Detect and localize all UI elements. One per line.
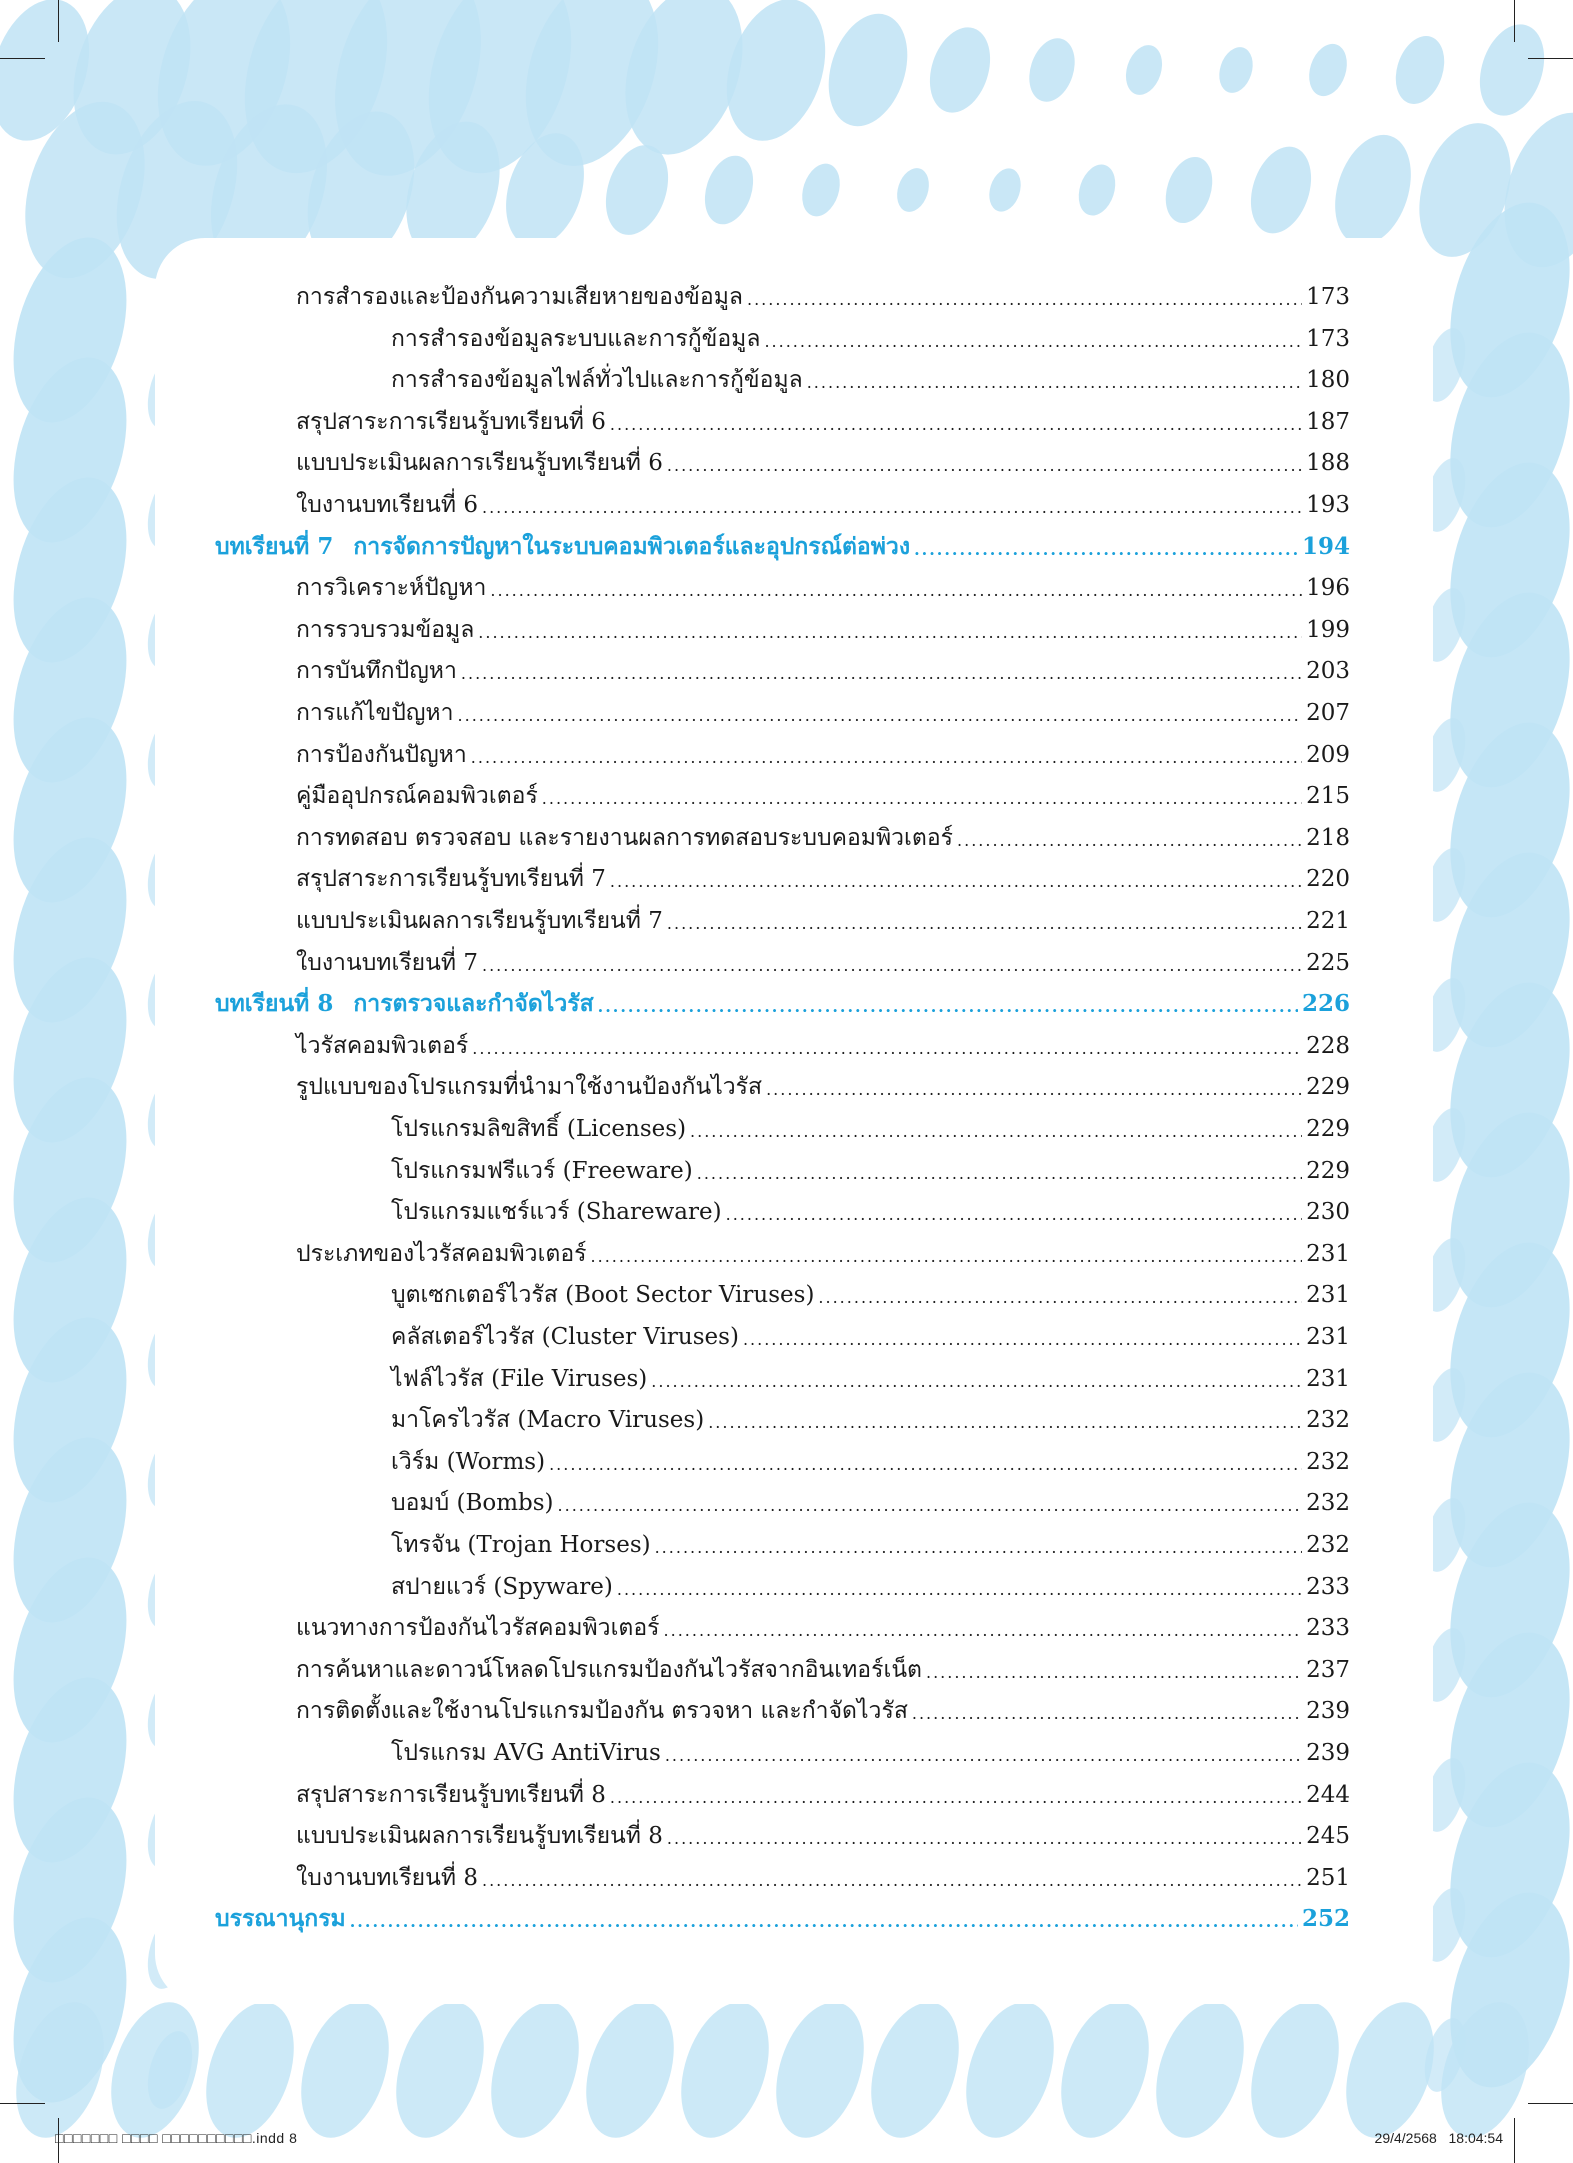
toc-entry-label: [296, 1613, 660, 1643]
decorative-oval: [1303, 39, 1353, 101]
decorative-oval: [1022, 32, 1083, 107]
crop-mark: [0, 2103, 45, 2104]
toc-entry-title: แบบประเมินผลการเรียนรู้บทเรียนที่ 6: [296, 450, 663, 477]
toc-entry-title: แนวทางการป้องกันไวรัสคอมพิวเตอร์: [296, 1615, 660, 1642]
toc-page-number: 251: [1306, 1864, 1350, 1891]
toc-entry[interactable]: [391, 359, 1350, 395]
toc-entry-label: [391, 1738, 661, 1768]
toc-leader-dots: [471, 746, 1302, 770]
toc-leader-dots: [667, 912, 1302, 936]
toc-entry[interactable]: [296, 1649, 1350, 1685]
toc-entry-label: [296, 1031, 468, 1061]
decorative-oval: [984, 164, 1026, 215]
toc-entry-title: บูตเซกเตอร์ไวรัส (Boot Sector Viruses): [391, 1282, 815, 1309]
decorative-oval: [285, 1991, 404, 2149]
toc-page-number: 232: [1306, 1532, 1350, 1558]
toc-entry-title: การบันทึกปัญหา: [296, 658, 457, 685]
toc-entry-title: สรุปสาระการเรียนรู้บทเรียนที่ 6: [296, 408, 606, 435]
toc-leader-dots: [458, 704, 1303, 728]
toc-page-number: 228: [1306, 1032, 1350, 1059]
toc-entry-label: [296, 781, 538, 811]
toc-entry-label: [215, 532, 910, 562]
toc-page-number: 252: [1301, 1905, 1350, 1933]
toc-entry-title: โปรแกรมฟรีแวร์ (Freeware): [391, 1157, 693, 1184]
toc-leader-dots: [350, 1910, 1298, 1934]
toc-page-number: 193: [1306, 492, 1350, 518]
decorative-oval: [1388, 30, 1453, 111]
print-footer: [55, 2130, 1503, 2150]
toc-leader-dots: [610, 870, 1302, 894]
toc-leader-dots: [591, 1245, 1303, 1269]
toc-leader-dots: [708, 1411, 1302, 1435]
crop-mark: [1528, 58, 1573, 59]
toc-entry-title: การตรวจและกำจัดไวรัส: [353, 990, 594, 1018]
toc-entry[interactable]: [296, 1025, 1350, 1061]
toc-page-number: 203: [1306, 658, 1350, 685]
toc-entry-label: [296, 1863, 478, 1893]
toc-page-number: 221: [1306, 908, 1350, 934]
toc-entry-label: [296, 1072, 762, 1102]
toc-leader-dots: [665, 1744, 1302, 1768]
toc-leader-dots: [482, 954, 1302, 978]
toc-entry[interactable]: [296, 567, 1350, 603]
toc-leader-dots: [490, 579, 1302, 603]
decorative-oval: [570, 1991, 689, 2149]
toc-leader-dots: [667, 454, 1302, 478]
toc-leader-dots: [818, 1286, 1302, 1310]
toc-leader-dots: [482, 496, 1302, 520]
decorative-oval: [950, 1991, 1069, 2149]
crop-mark: [1514, 0, 1515, 42]
decorative-oval: [1469, 16, 1555, 124]
toc-leader-dots: [482, 1869, 1302, 1893]
toc-leader-dots: [667, 1827, 1302, 1851]
toc-leader-dots: [957, 829, 1302, 853]
toc-leader-dots: [914, 538, 1298, 562]
toc-entry-label: [296, 656, 457, 686]
toc-entry-label: [391, 1364, 647, 1394]
decorative-oval: [190, 1991, 309, 2149]
toc-leader-dots: [743, 1328, 1302, 1352]
toc-entry[interactable]: [391, 1358, 1350, 1394]
toc-entry-title: ใบงานบทเรียนที่ 6: [296, 492, 478, 518]
toc-entry[interactable]: [296, 858, 1350, 894]
toc-entry-label: [391, 324, 760, 354]
toc-chapter-entry[interactable]: [215, 1898, 1350, 1934]
toc-entry-label: [296, 906, 663, 936]
decorative-oval: [697, 149, 762, 230]
toc-entry-title: สรุปสาระการเรียนรู้บทเรียนที่ 8: [296, 1781, 606, 1808]
toc-entry[interactable]: [391, 1732, 1350, 1768]
footer-time: 18:04:54: [1448, 2130, 1503, 2146]
toc-page-number: 233: [1306, 1615, 1350, 1642]
toc-entry-title: โทรจัน (Trojan Horses): [391, 1532, 651, 1558]
toc-page-number: 220: [1306, 866, 1350, 893]
toc-leader-dots: [912, 1702, 1302, 1726]
toc-page-number: 244: [1306, 1781, 1350, 1808]
toc-entry[interactable]: [296, 734, 1350, 770]
toc-page-number: 239: [1306, 1740, 1350, 1766]
toc-leader-dots: [610, 1786, 1302, 1810]
toc-entry-title: การทดสอบ ตรวจสอบ และรายงานผลการทดสอบระบบคอมพิวเตอร์: [296, 824, 954, 851]
toc-entry[interactable]: [391, 1399, 1350, 1435]
toc-leader-dots: [926, 1661, 1302, 1685]
toc-entry-label: [391, 1156, 693, 1186]
toc-page-number: 188: [1306, 450, 1350, 477]
decorative-oval: [855, 1991, 974, 2149]
toc-entry-title: ประเภทของไวรัสคอมพิวเตอร์: [296, 1240, 587, 1267]
toc-entry-title: การสำรองข้อมูลไฟล์ทั่วไปและการกู้ข้อมูล: [391, 367, 803, 394]
toc-entry[interactable]: [296, 817, 1350, 853]
toc-entry[interactable]: [296, 1066, 1350, 1102]
toc-entry-label: [296, 407, 606, 437]
toc-entry-title: สรุปสาระการเรียนรู้บทเรียนที่ 7: [296, 866, 606, 893]
toc-page-number: 239: [1306, 1698, 1350, 1725]
toc-entry[interactable]: [391, 1274, 1350, 1310]
toc-chapter-number: บทเรียนที่ 7: [215, 532, 334, 560]
decorative-oval: [1322, 125, 1424, 255]
toc-page-number: 196: [1306, 575, 1350, 602]
toc-entry-label: [296, 1696, 908, 1726]
footer-filename: □□□□□□□ □□□□ □□□□□□□□□□.indd: [55, 2130, 285, 2146]
decorative-oval: [1214, 43, 1259, 98]
toc-entry[interactable]: [391, 1524, 1350, 1560]
toc-entry[interactable]: [296, 692, 1350, 728]
toc-entry[interactable]: [391, 1482, 1350, 1518]
decorative-oval: [1073, 160, 1122, 220]
toc-entry-label: [296, 282, 743, 312]
toc-entry[interactable]: [391, 1150, 1350, 1186]
toc-entry-label: [296, 740, 467, 770]
toc-entry-label: [391, 1530, 651, 1560]
toc-entry[interactable]: [296, 609, 1350, 645]
toc-leader-dots: [542, 787, 1302, 811]
toc-entry-title: เวิร์ม (Worms): [391, 1448, 546, 1475]
toc-entry[interactable]: [391, 1566, 1350, 1602]
decorative-oval: [1158, 151, 1221, 229]
toc-entry-label: [296, 573, 486, 603]
toc-entry-title: โปรแกรมลิขสิทธิ์ (Licenses): [391, 1116, 687, 1142]
toc-entry-label: [296, 1655, 922, 1685]
toc-page-number: 199: [1306, 616, 1350, 643]
toc-entry-label: [296, 1780, 606, 1810]
toc-entry-label: [296, 1239, 587, 1269]
toc-page-number: 233: [1306, 1573, 1350, 1600]
toc-leader-dots: [472, 1037, 1302, 1061]
decorative-oval: [475, 1991, 594, 2149]
toc-leader-dots: [766, 1078, 1302, 1102]
toc-entry-title: สปายแวร์ (Spyware): [391, 1573, 613, 1600]
footer-page-number: 8: [289, 2130, 298, 2146]
crop-mark: [1528, 2103, 1573, 2104]
toc-leader-dots: [651, 1370, 1302, 1394]
toc-leader-dots: [690, 1120, 1302, 1144]
toc-entry[interactable]: [296, 1690, 1350, 1726]
toc-entry[interactable]: [391, 1441, 1350, 1477]
toc-chapter-number: บทเรียนที่ 8: [215, 990, 334, 1018]
toc-entry-label: [296, 615, 474, 645]
toc-leader-dots: [558, 1494, 1303, 1518]
toc-entry[interactable]: [296, 900, 1350, 936]
toc-page-number: 229: [1306, 1074, 1350, 1101]
toc-leader-dots: [747, 288, 1302, 312]
decorative-oval: [1045, 1991, 1164, 2149]
toc-page-number: 226: [1301, 990, 1350, 1018]
toc-entry-title: การป้องกันปัญหา: [296, 741, 467, 768]
toc-chapter-entry[interactable]: [215, 526, 1350, 562]
toc-entry-label: [391, 1197, 722, 1227]
toc-entry[interactable]: [296, 650, 1350, 686]
toc-page-number: 209: [1306, 741, 1350, 768]
toc-entry-label: [391, 1572, 613, 1602]
toc-entry[interactable]: [296, 484, 1350, 520]
footer-date: 29/4/2568: [1374, 2130, 1437, 2146]
toc-entry-title: การสำรองข้อมูลระบบและการกู้ข้อมูล: [391, 325, 761, 352]
crop-mark: [0, 58, 45, 59]
toc-entry-title: โปรแกรมแชร์แวร์ (Shareware): [391, 1199, 722, 1226]
toc-entry-title: การรวบรวมข้อมูล: [296, 616, 475, 643]
toc-entry[interactable]: [391, 1316, 1350, 1352]
toc-page-number: 232: [1306, 1407, 1350, 1434]
toc-entry-label: [296, 864, 606, 894]
footer-file-info: [55, 2130, 297, 2146]
toc-page-number: 231: [1306, 1324, 1350, 1350]
toc-entry[interactable]: [296, 1607, 1350, 1643]
toc-entry-title: แบบประเมินผลการเรียนรู้บทเรียนที่ 7: [296, 908, 663, 934]
decorative-oval: [380, 1991, 499, 2149]
toc-entry-title: ใบงานบทเรียนที่ 8: [296, 1864, 478, 1891]
toc-entry-title: ไฟล์ไวรัส (File Viruses): [391, 1365, 648, 1392]
toc-entry-title: การจัดการปัญหาในระบบคอมพิวเตอร์และอุปกรณ์ต่อพ่วง: [353, 532, 911, 560]
crop-mark: [1514, 2118, 1515, 2163]
toc-entry-title: บรรณานุกรม: [215, 1905, 346, 1933]
toc-entry[interactable]: [296, 442, 1350, 478]
toc-entry-label: [391, 1488, 554, 1518]
toc-page-number: 230: [1306, 1199, 1350, 1226]
toc-leader-dots: [610, 413, 1302, 437]
footer-timestamp: [1375, 2130, 1503, 2146]
toc-page-number: 231: [1306, 1282, 1350, 1309]
toc-entry-label: [296, 448, 663, 478]
toc-entry-label: [296, 948, 478, 978]
toc-leader-dots: [697, 1162, 1302, 1186]
decorative-oval: [815, 4, 921, 137]
toc-leader-dots: [461, 662, 1302, 686]
toc-page-number: 218: [1306, 824, 1350, 851]
decorative-oval: [892, 164, 934, 216]
toc-page-number: 231: [1306, 1365, 1350, 1392]
toc-page-number: 173: [1306, 325, 1350, 352]
toc-page-number: 225: [1306, 949, 1350, 976]
decorative-oval: [1140, 1991, 1259, 2149]
toc-leader-dots: [764, 330, 1302, 354]
toc-entry-title: รูปแบบของโปรแกรมที่นำมาใช้งานป้องกันไวรัส: [296, 1074, 763, 1101]
decorative-oval: [796, 159, 846, 221]
toc-leader-dots: [664, 1619, 1303, 1643]
toc-leader-dots: [549, 1453, 1302, 1477]
toc-entry-title: การสำรองและป้องกันความเสียหายของข้อมูล: [296, 284, 743, 310]
toc-page-number: 194: [1301, 532, 1350, 560]
decorative-oval: [1240, 139, 1321, 241]
toc-entry-label: [391, 1114, 686, 1144]
crop-mark: [58, 0, 59, 42]
toc-leader-dots: [807, 371, 1302, 395]
toc-entry[interactable]: [391, 1108, 1350, 1144]
toc-entry-title: การแก้ไขปัญหา: [296, 700, 454, 726]
toc-entry-title: มาโครไวรัส (Macro Viruses): [391, 1407, 705, 1434]
toc-entry[interactable]: [296, 1774, 1350, 1810]
toc-entry-title: บอมบ์ (Bombs): [391, 1490, 554, 1517]
toc-entry[interactable]: [391, 1191, 1350, 1227]
toc-entry-title: การวิเคราะห์ปัญหา: [296, 575, 487, 602]
decorative-oval: [1120, 40, 1168, 99]
toc-page-number: 229: [1306, 1116, 1350, 1142]
toc-page-number: 231: [1306, 1240, 1350, 1267]
toc-entry-title: ใบงานบทเรียนที่ 7: [296, 949, 478, 976]
toc-page-number: 215: [1306, 783, 1350, 810]
decorative-oval: [760, 1991, 879, 2149]
toc-entry[interactable]: [296, 1815, 1350, 1851]
toc-leader-dots: [598, 995, 1298, 1019]
toc-leader-dots: [617, 1578, 1302, 1602]
decorative-oval: [920, 20, 1001, 121]
toc-entry-label: [391, 1405, 704, 1435]
toc-entry[interactable]: [391, 318, 1350, 354]
decorative-oval: [1235, 1991, 1354, 2149]
toc-entry[interactable]: [296, 276, 1350, 312]
toc-entry-label: [215, 1904, 346, 1934]
toc-chapter-entry[interactable]: [215, 983, 1350, 1019]
toc-entry[interactable]: [296, 1233, 1350, 1269]
toc-entry-title: การค้นหาและดาวน์โหลดโปรแกรมป้องกันไวรัสจากอินเทอร์เน็ต: [296, 1656, 922, 1683]
toc-entry[interactable]: [296, 1857, 1350, 1893]
toc-entry-label: [296, 823, 953, 853]
toc-entry-title: คู่มืออุปกรณ์คอมพิวเตอร์: [296, 783, 538, 810]
toc-leader-dots: [726, 1203, 1302, 1227]
toc-entry-label: [215, 989, 594, 1019]
toc-page-number: 232: [1306, 1490, 1350, 1517]
toc-entry-label: [391, 365, 803, 395]
toc-entry-label: [391, 1280, 814, 1310]
toc-page-number: 207: [1306, 700, 1350, 726]
toc-entry[interactable]: [296, 942, 1350, 978]
toc-entry-label: [391, 1447, 545, 1477]
toc-entry-title: คลัสเตอร์ไวรัส (Cluster Viruses): [391, 1324, 739, 1350]
toc-entry-title: ไวรัสคอมพิวเตอร์: [296, 1032, 469, 1059]
toc-page-number: 232: [1306, 1448, 1350, 1475]
toc-entry[interactable]: [296, 775, 1350, 811]
toc-leader-dots: [478, 621, 1302, 645]
toc-entry[interactable]: [296, 401, 1350, 437]
toc-page-number: 187: [1306, 408, 1350, 435]
toc-entry-title: การติดตั้งและใช้งานโปรแกรมป้องกัน ตรวจหา และกำจัดไวรัส: [296, 1698, 908, 1725]
toc-entry-label: [296, 698, 454, 728]
toc-page-number: 173: [1306, 284, 1350, 310]
toc-page-number: 180: [1306, 367, 1350, 394]
toc-page-number: 229: [1306, 1157, 1350, 1184]
toc-leader-dots: [655, 1536, 1303, 1560]
toc-entry-label: [296, 1821, 663, 1851]
toc-page-number: 237: [1306, 1656, 1350, 1683]
decorative-oval: [665, 1991, 784, 2149]
toc-entry-title: โปรแกรม AVG AntiVirus: [391, 1740, 661, 1766]
toc-entry-label: [296, 490, 478, 520]
toc-page-number: 245: [1306, 1823, 1350, 1850]
toc-entry-title: แบบประเมินผลการเรียนรู้บทเรียนที่ 8: [296, 1823, 663, 1850]
toc-entry-label: [391, 1322, 739, 1352]
